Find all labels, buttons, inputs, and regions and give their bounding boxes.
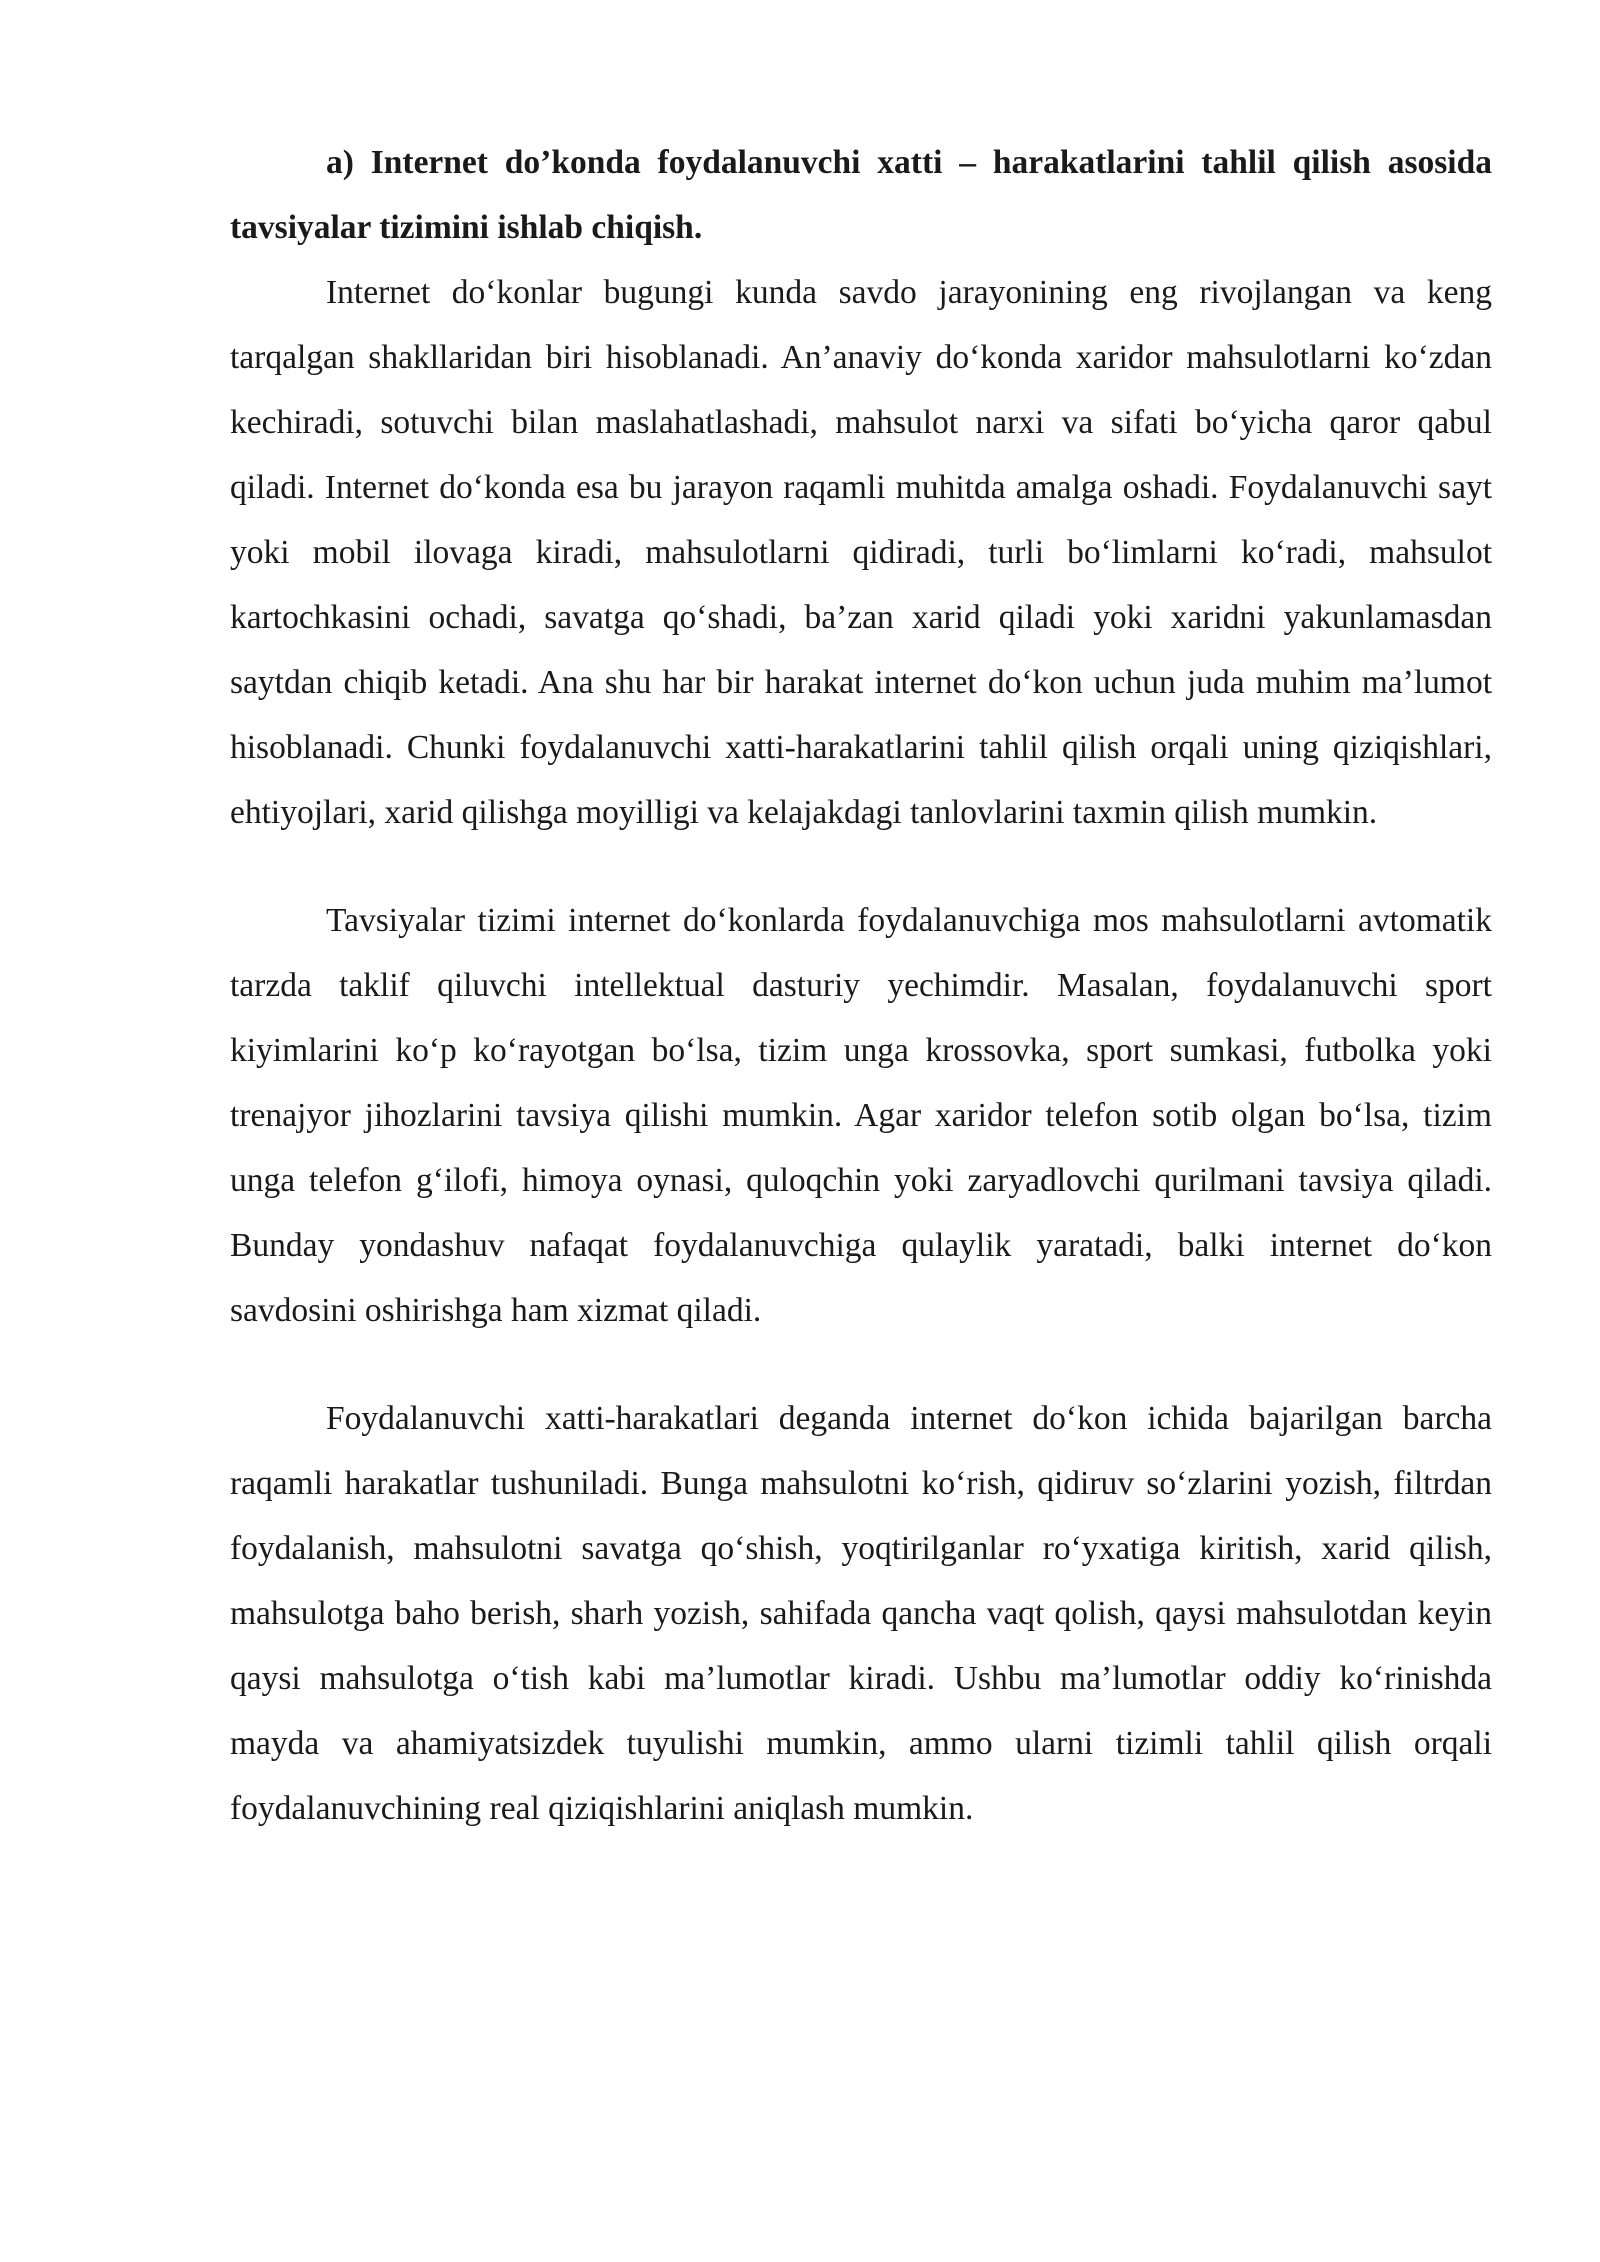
paragraph-1: Internet do‘konlar bugungi kunda savdo jarayonining eng rivojlangan va keng tarqalgan shakllaridan biri hisoblanadi. An’anaviy do‘konda xaridor mahsulotlarni ko‘zdan kechiradi, sotuvchi bilan maslahatlashadi, mahsulot narxi va sifati bo‘yicha qaror qabul qiladi. Internet do‘konda esa bu jarayon raqamli muhitda amalga oshadi. Foydalanuvchi sayt yoki mobil ilovaga kiradi, mahsulotlarni qidiradi, turli bo‘limlarni ko‘radi, mahsulot kartochkasini ochadi, savatga qo‘shadi, ba’zan xarid qiladi yoki xaridni yakunlamasdan saytdan chiqib ketadi. Ana shu har bir harakat internet do‘kon uchun juda muhim ma’lumot hisoblanadi. Chunki foydalanuvchi xatti-harakatlarini tahlil qilish orqali uning qiziqishlari, ehtiyojlari, xarid qilishga moyilligi va kelajakdagi tanlovlarini taxmin qilish mumkin. [230,274,1492,831]
section-heading: a) Internet do’konda foydalanuvchi xatti – harakatlarini tahlil qilish asosida tavsiyalar tizimini ishlab chiqish. [230,144,1492,246]
document-page [230,130,1492,1841]
paragraph-2: Tavsiyalar tizimi internet do‘konlarda foydalanuvchiga mos mahsulotlarni avtomatik tarzda taklif qiluvchi intellektual dasturiy yechimdir. Masalan, foydalanuvchi sport kiyimlarini ko‘p ko‘rayotgan bo‘lsa, tizim unga krossovka, sport sumkasi, futbolka yoki trenajyor jihozlarini tavsiya qilishi mumkin. Agar xaridor telefon sotib olgan bo‘lsa, tizim unga telefon g‘ilofi, himoya oynasi, quloqchin yoki zaryadlovchi qurilmani tavsiya qiladi. Bunday yondashuv nafaqat foydalanuvchiga qulaylik yaratadi, balki internet do‘kon savdosini oshirishga ham xizmat qiladi. [230,902,1492,1329]
paragraph-3: Foydalanuvchi xatti-harakatlari deganda internet do‘kon ichida bajarilgan barcha raqamli harakatlar tushuniladi. Bunga mahsulotni ko‘rish, qidiruv so‘zlarini yozish, filtrdan foydalanish, mahsulotni savatga qo‘shish, yoqtirilganlar ro‘yxatiga kiritish, xarid qilish, mahsulotga baho berish, sharh yozish, sahifada qancha vaqt qolish, qaysi mahsulotdan keyin qaysi mahsulotga o‘tish kabi ma’lumotlar kiradi. Ushbu ma’lumotlar oddiy ko‘rinishda mayda va ahamiyatsizdek tuyulishi mumkin, ammo ularni tizimli tahlil qilish orqali foydalanuvchining real qiziqishlarini aniqlash mumkin. [230,1400,1492,1827]
